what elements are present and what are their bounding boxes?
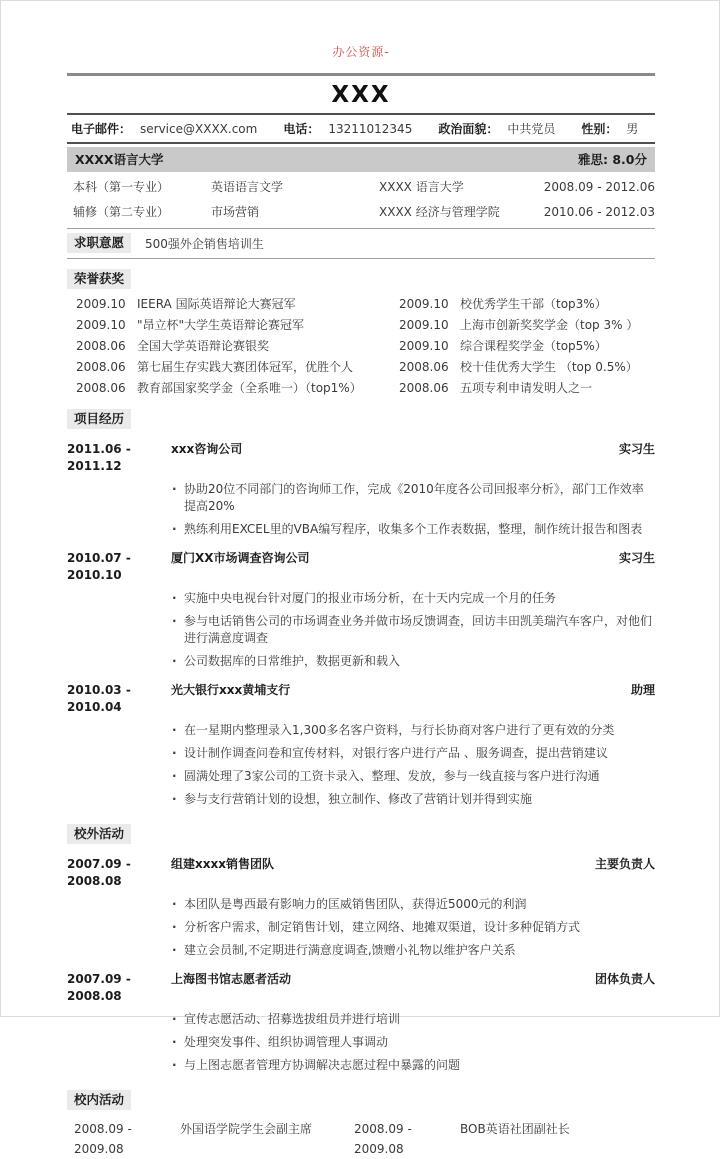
- section-label-honors: 荣誉获奖: [67, 269, 131, 289]
- section-label-internal-activities: 校内活动: [67, 1090, 131, 1110]
- contact-phone: [283, 120, 412, 137]
- gender-label: 性别：: [581, 122, 618, 136]
- education-college: XXXX 语言大学: [379, 180, 464, 194]
- phone-label: 电话：: [283, 122, 320, 136]
- bullet-item: · 本团队是粤西最有影响力的匡威销售团队，获得近5000元的利润: [171, 896, 655, 913]
- bullet-item: · 宣传志愿活动、招募选拔组员并进行培训: [171, 1011, 655, 1028]
- entry-role: 实习生: [618, 442, 655, 456]
- honor-item: [399, 378, 655, 399]
- education-table: [67, 172, 655, 229]
- bullet-item: · 分析客户需求，制定销售计划，建立网络、地摊双渠道，设计多种促销方式: [171, 919, 655, 936]
- watermark-text: 办公资源-: [332, 45, 390, 59]
- honor-row: [76, 294, 655, 315]
- honor-row: [76, 378, 655, 399]
- internal-activities-row: [67, 1119, 655, 1159]
- bullet-item: · 公司数据库的日常维护，数据更新和载入: [171, 653, 655, 670]
- honors-list: [67, 294, 655, 399]
- honor-date: 2008.06: [399, 381, 449, 395]
- activity-title: BOB英语社团副社长: [460, 1122, 570, 1136]
- entry-role: 实习生: [618, 551, 655, 565]
- honor-row: [76, 336, 655, 357]
- education-row: [67, 199, 655, 224]
- entry-bullets: [171, 1011, 655, 1074]
- honor-item: [76, 357, 399, 378]
- education-header-bar: [67, 147, 655, 172]
- activity-date: 2008.09 - 2009.08: [74, 1122, 132, 1156]
- bullet-item: · 与上图志愿者管理方协调解决志愿过程中暴露的问题: [171, 1057, 655, 1074]
- political-status-value: 中共党员: [507, 122, 556, 136]
- honor-text: 第七届生存实践大赛团体冠军，优胜个人: [137, 360, 354, 374]
- honor-row: [76, 357, 655, 378]
- honor-date: 2009.10: [76, 318, 126, 332]
- contact-political-status: [438, 120, 555, 137]
- section-label-external-activities: 校外活动: [67, 824, 131, 844]
- email-label: 电子邮件：: [71, 122, 132, 136]
- honor-text: 上海市创新奖奖学金（top 3% ）: [460, 318, 639, 332]
- honor-date: 2009.10: [399, 318, 449, 332]
- section-label-projects: 项目经历: [67, 409, 131, 429]
- objective-value: 500强外企销售培训生: [145, 236, 264, 251]
- honor-date: 2008.06: [76, 360, 126, 374]
- bullet-item: · 参与电话销售公司的市场调查业务并做市场反馈调查，回访丰田凯美瑞汽车客户，对他们进行满意度调查: [171, 613, 655, 647]
- activity-entry: [67, 971, 655, 1074]
- honor-row: [76, 315, 655, 336]
- bullet-item: · 实施中央电视台针对厦门的报业市场分析，在十天内完成一个月的任务: [171, 590, 655, 607]
- education-major: 市场营销: [211, 205, 260, 219]
- honor-date: 2008.06: [76, 339, 126, 353]
- honor-date: 2008.06: [399, 360, 449, 374]
- education-degree: 本科（第一专业）: [73, 180, 170, 194]
- education-school: XXXX语言大学: [75, 152, 164, 167]
- bullet-item: · 建立会员制,不定期进行满意度调查,馈赠小礼物以维护客户关系: [171, 942, 655, 959]
- honor-text: 校十佳优秀大学生 （top 0.5%）: [460, 360, 638, 374]
- entry-header: [67, 971, 655, 1005]
- entry-bullets: [171, 481, 655, 538]
- internal-activity-item: [354, 1119, 655, 1159]
- entry-role: 助理: [630, 683, 655, 697]
- entry-role: 主要负责人: [594, 857, 655, 871]
- education-major: 英语语言文学: [211, 180, 284, 194]
- contact-gender: [581, 120, 638, 137]
- honor-item: [76, 294, 399, 315]
- phone-value: 13211012345: [328, 121, 413, 136]
- entry-title: 组建xxxx销售团队: [171, 857, 274, 871]
- entry-period: 2010.07 - 2010.10: [67, 551, 131, 582]
- bullet-item: · 处理突发事件、组织协调管理人事调动: [171, 1034, 655, 1051]
- entry-header: [67, 550, 655, 584]
- honor-text: 校优秀学生干部（top3%）: [460, 297, 607, 311]
- honor-item: [399, 294, 655, 315]
- top-divider: [67, 73, 655, 76]
- honor-text: "昂立杯"大学生英语辩论赛冠军: [137, 318, 305, 332]
- entry-period: 2007.09 - 2008.08: [67, 857, 131, 888]
- entry-header: [67, 441, 655, 475]
- entry-header: [67, 682, 655, 716]
- candidate-name: XXX: [331, 82, 391, 108]
- honor-item: [76, 315, 399, 336]
- honor-item: [399, 336, 655, 357]
- project-entry: [67, 550, 655, 670]
- bullet-item: · 圆满处理了3家公司的工资卡录入、整理、发放，参与一线直接与客户进行沟通: [171, 768, 655, 785]
- bullet-item: · 参与支行营销计划的设想，独立制作、修改了营销计划并得到实施: [171, 791, 655, 808]
- entry-title: xxx咨询公司: [171, 442, 243, 456]
- honor-item: [76, 378, 399, 399]
- education-college: XXXX 经济与管理学院: [379, 205, 500, 219]
- entry-title: 厦门XX市场调查咨询公司: [171, 551, 310, 565]
- bullet-item: · 协助20位不同部门的咨询师工作，完成《2010年度各公司回报率分析》，部门工作效率提高20%: [171, 481, 655, 515]
- education-ielts-score: 雅思: 8.0分: [578, 152, 647, 167]
- entry-header: [67, 856, 655, 890]
- honor-date: 2009.10: [76, 297, 126, 311]
- honor-item: [399, 357, 655, 378]
- entry-bullets: [171, 896, 655, 959]
- bullet-item: · 熟练利用EXCEL里的VBA编写程序，收集多个工作表数据，整理，制作统计报告和图表: [171, 521, 655, 538]
- honor-date: 2009.10: [399, 297, 449, 311]
- political-status-label: 政治面貌：: [438, 122, 499, 136]
- project-entry: [67, 441, 655, 538]
- education-row: [67, 174, 655, 199]
- project-entry: [67, 682, 655, 808]
- honor-date: 2009.10: [399, 339, 449, 353]
- honor-text: 综合课程奖学金（top5%）: [460, 339, 607, 353]
- contact-row: [67, 113, 655, 144]
- bullet-item: · 在一星期内整理录入1,300多名客户资料，与行长协商对客户进行了更有效的分类: [171, 722, 655, 739]
- entry-role: 团体负责人: [594, 972, 655, 986]
- education-period: 2010.06 - 2012.03: [543, 204, 655, 219]
- honor-text: 五项专利申请发明人之一: [460, 381, 593, 395]
- internal-activity-item: [74, 1119, 354, 1159]
- education-degree: 辅修（第二专业）: [73, 205, 170, 219]
- activity-entry: [67, 856, 655, 959]
- honor-item: [76, 336, 399, 357]
- honor-date: 2008.06: [76, 381, 126, 395]
- activity-title: 外国语学院学生会副主席: [180, 1122, 313, 1136]
- objective-label: 求职意愿: [67, 233, 131, 253]
- entry-title: 光大银行xxx黄埔支行: [171, 683, 291, 697]
- honor-text: 教育部国家奖学金（全系唯一）（top1%）: [137, 381, 362, 395]
- gender-value: 男: [626, 122, 639, 136]
- honor-item: [399, 315, 655, 336]
- honor-text: IEERA 国际英语辩论大赛冠军: [137, 297, 296, 311]
- bullet-item: · 设计制作调查问卷和宣传材料，对银行客户进行产品 、服务调查，提出营销建议: [171, 745, 655, 762]
- contact-email: [71, 120, 257, 137]
- activity-date: 2008.09 - 2009.08: [354, 1122, 412, 1156]
- entry-bullets: [171, 590, 655, 670]
- entry-bullets: [171, 722, 655, 808]
- email-value: service@XXXX.com: [140, 121, 258, 136]
- entry-period: 2010.03 - 2010.04: [67, 683, 131, 714]
- job-objective-row: [67, 229, 655, 259]
- entry-title: 上海图书馆志愿者活动: [171, 972, 292, 986]
- education-period: 2008.09 - 2012.06: [543, 179, 655, 194]
- honor-text: 全国大学英语辩论赛银奖: [137, 339, 270, 353]
- entry-period: 2007.09 - 2008.08: [67, 972, 131, 1003]
- entry-period: 2011.06 - 2011.12: [67, 442, 131, 473]
